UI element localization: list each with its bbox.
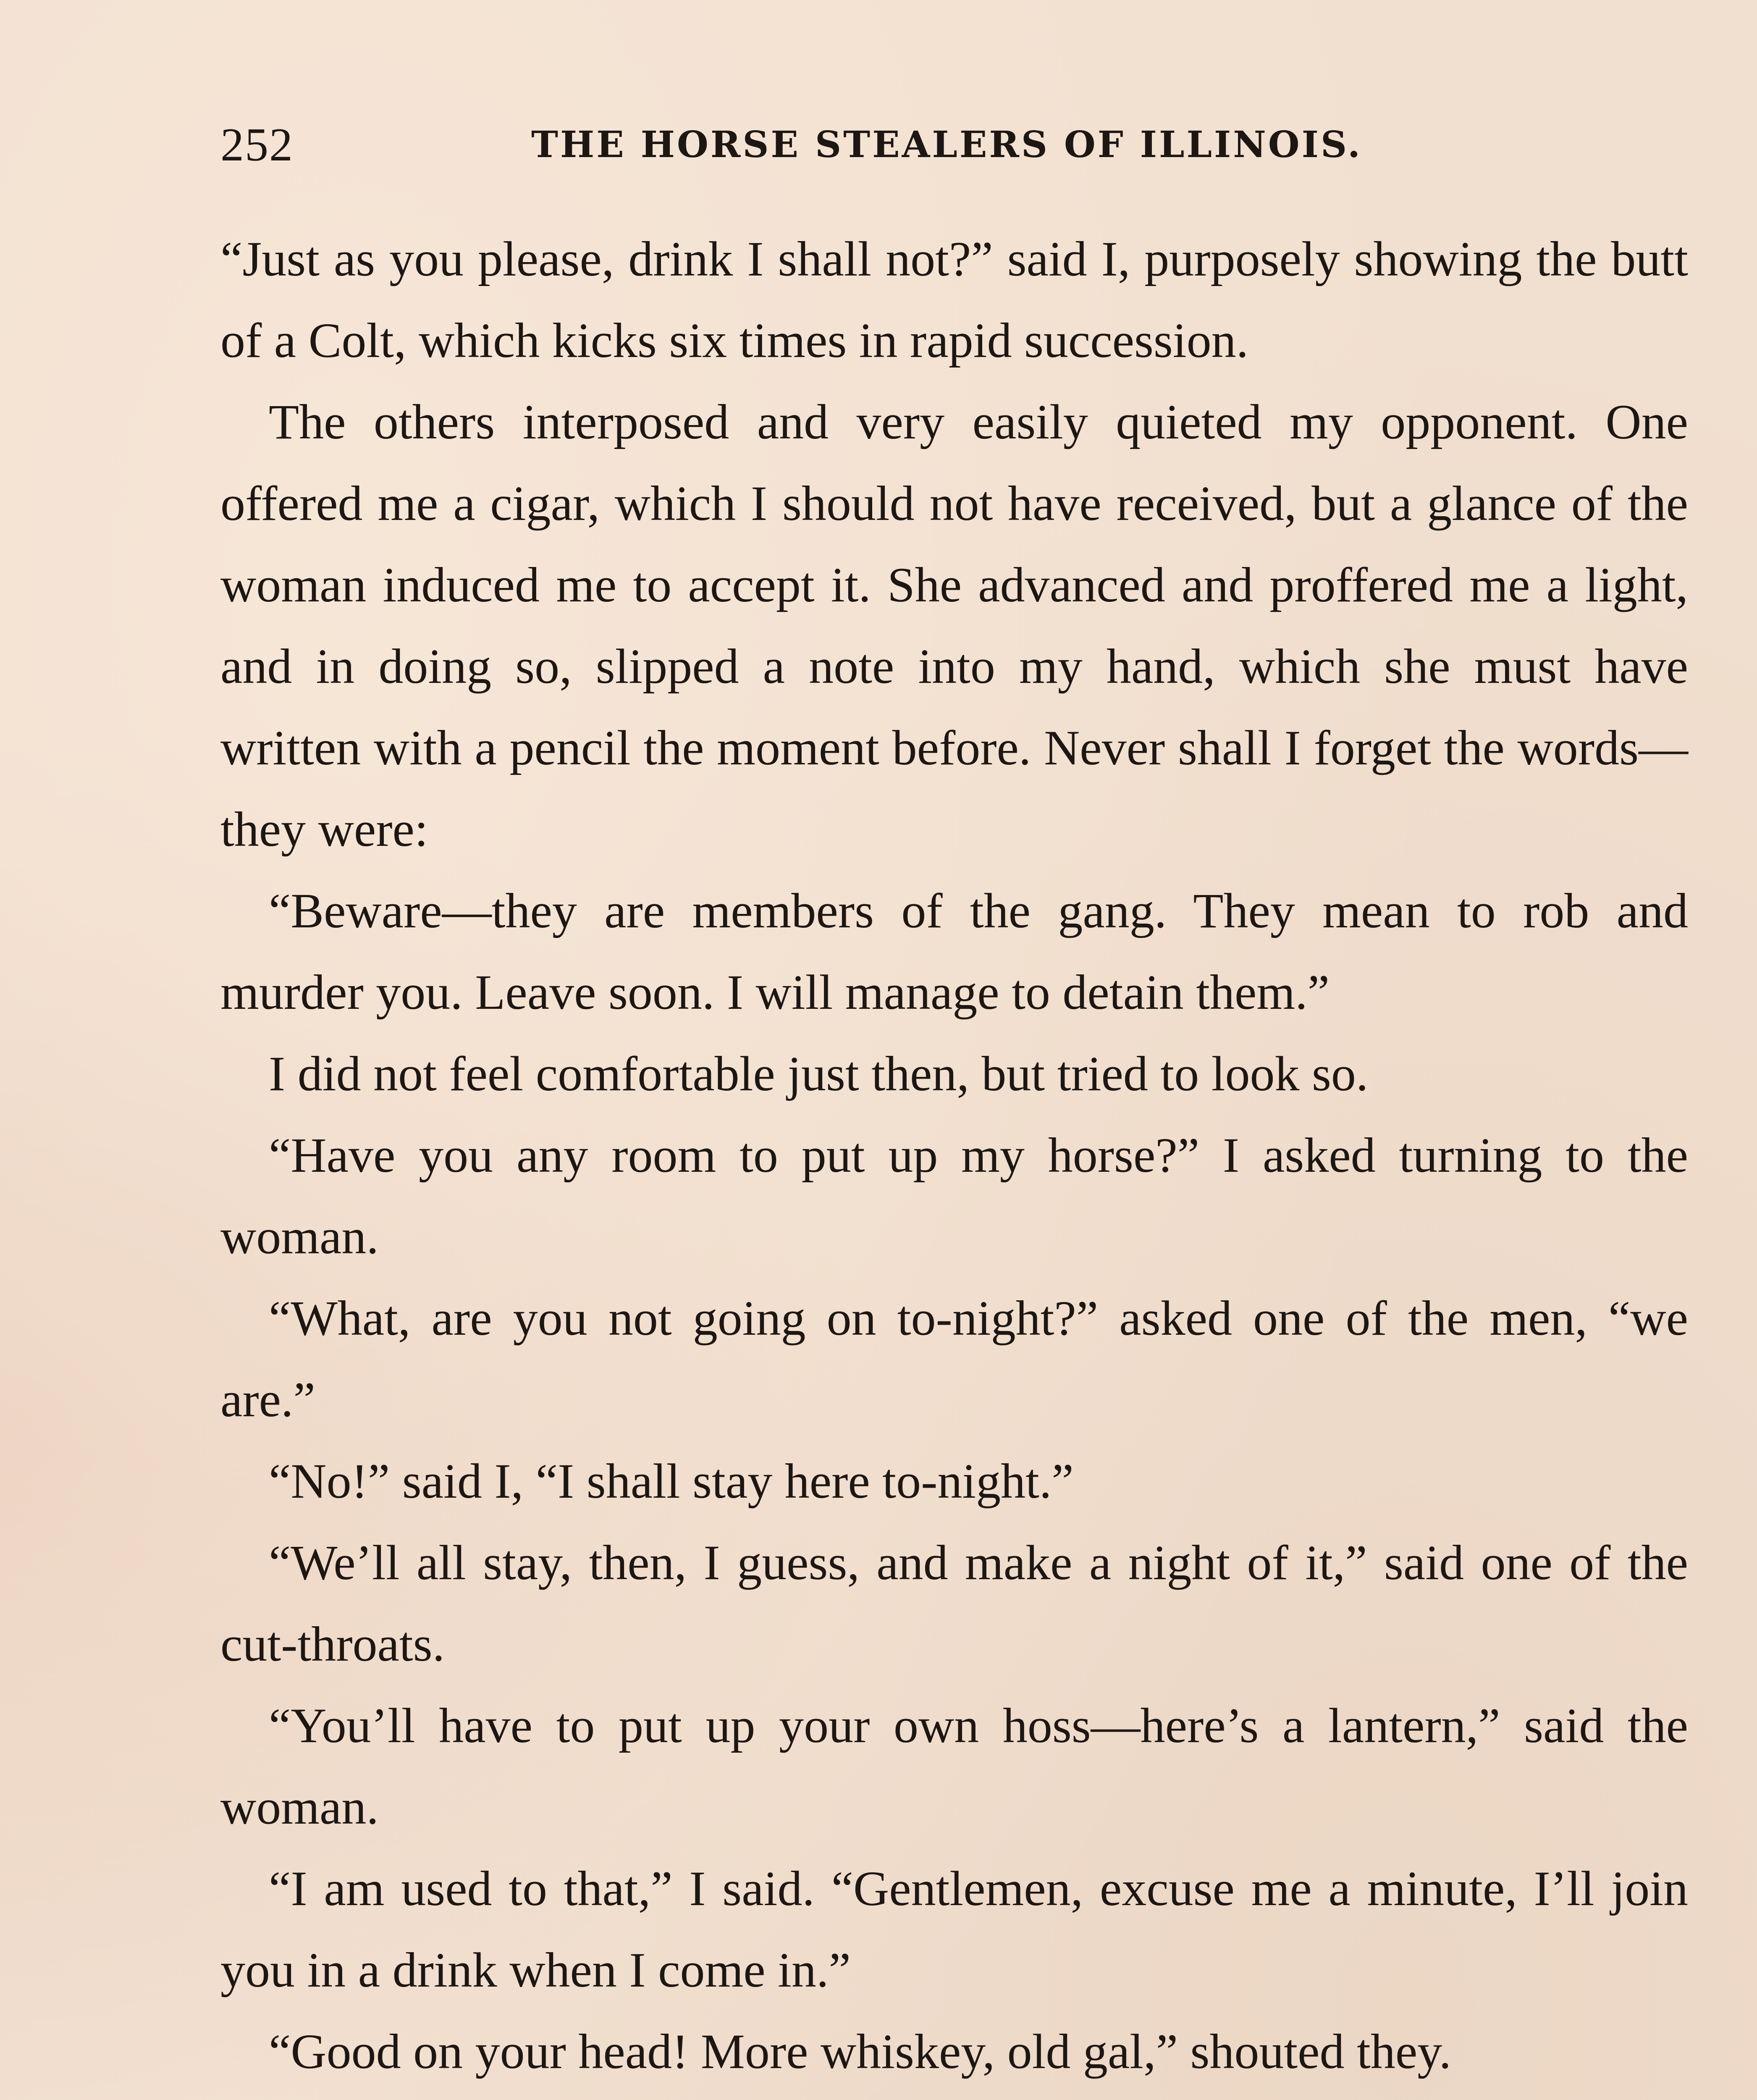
paragraph: “We’ll all stay, then, I guess, and make a night of it,” said one of the cut-throats.: [220, 1535, 1688, 1672]
paragraph: “Have you any room to put up my horse?” I asked turning to the woman.: [220, 1128, 1688, 1264]
paragraph: “I am used to that,” I said. “Gentlemen, excuse me a minute, I’ll join you in a drink when I come in.”: [220, 1861, 1688, 1998]
paragraph: “Beware—they are members of the gang. They mean to rob and murder you. Leave soon. I will manage to detain them.”: [220, 883, 1688, 1020]
paragraph: I did not feel comfortable just then, but tried to look so.: [269, 1046, 1369, 1101]
paragraph: [220, 2092, 1688, 2100]
page-number: 252: [220, 119, 294, 171]
page-header: [220, 116, 1688, 174]
paragraph: “Good on your head! More whiskey, old gal,” shouted they.: [269, 2024, 1452, 2079]
paragraph: The others interposed and very easily quieted my opponent. One offered me a cigar, which I should not have received, but a glance of the woman induced me to accept it. She advanced and proffered me a light, and in doing so, slipped a note into my hand, which she must have written with a pencil the moment before. Never shall I forget the words—they were:: [220, 394, 1688, 857]
paragraph: “No!” said I, “I shall stay here to-night.”: [269, 1454, 1074, 1509]
paragraph: “Just as you please, drink I shall not?” said I, purposely showing the butt of a Colt, which kicks six times in rapid succession.: [220, 231, 1688, 368]
running-head: THE HORSE STEALERS OF ILLINOIS.: [531, 123, 1362, 166]
paragraph: “What, are you not going on to-night?” asked one of the men, “we are.”: [220, 1291, 1688, 1427]
paragraph: “You’ll have to put up your own hoss—here’s a lantern,” said the woman.: [220, 1698, 1688, 1835]
body-text: [220, 218, 1688, 2100]
